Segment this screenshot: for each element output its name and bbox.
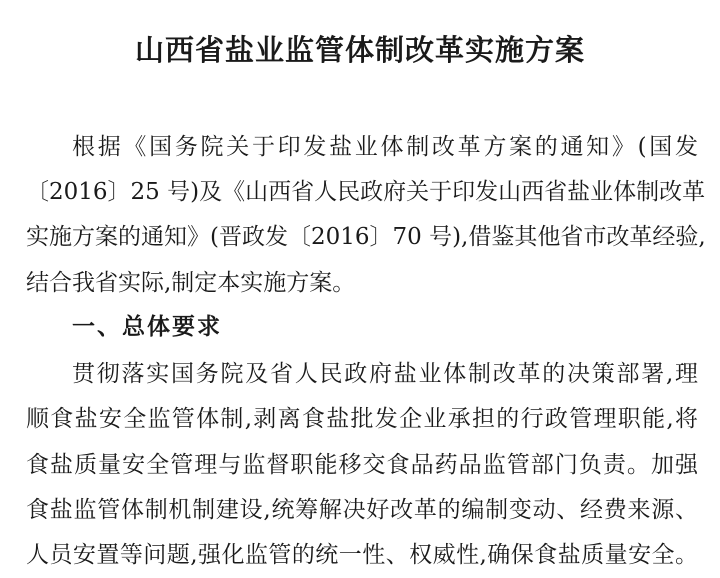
paragraph-2-line-4: 食盐监管体制机制建设,统筹解决好改革的编制变动、经费来源、 (26, 497, 698, 523)
paragraph-1-line-3: 实施方案的通知》(晋政发〔2016〕70 号),借鉴其他省市改革经验, (26, 224, 706, 250)
document-title: 山西省盐业监管体制改革实施方案 (134, 33, 585, 67)
paragraph-2-line-3: 食盐质量安全管理与监督职能移交食品药品监管部门负责。加强 (26, 452, 698, 478)
paragraph-2-line-1: 贯彻落实国务院及省人民政府盐业体制改革的决策部署,理 (72, 361, 698, 387)
section-1-heading: 一、总体要求 (72, 314, 222, 340)
paragraph-2-line-2: 顺食盐安全监管体制,剥离食盐批发企业承担的行政管理职能,将 (26, 406, 698, 432)
paragraph-2-line-5: 人员安置等问题,强化监管的统一性、权威性,确保食盐质量安全。 (26, 542, 698, 568)
paragraph-1-line-1: 根据《国务院关于印发盐业体制改革方案的通知》(国发 (72, 134, 698, 160)
paragraph-1-line-2: 〔2016〕25 号)及《山西省人民政府关于印发山西省盐业体制改革 (26, 179, 706, 205)
paragraph-1-line-4: 结合我省实际,制定本实施方案。 (26, 270, 356, 296)
